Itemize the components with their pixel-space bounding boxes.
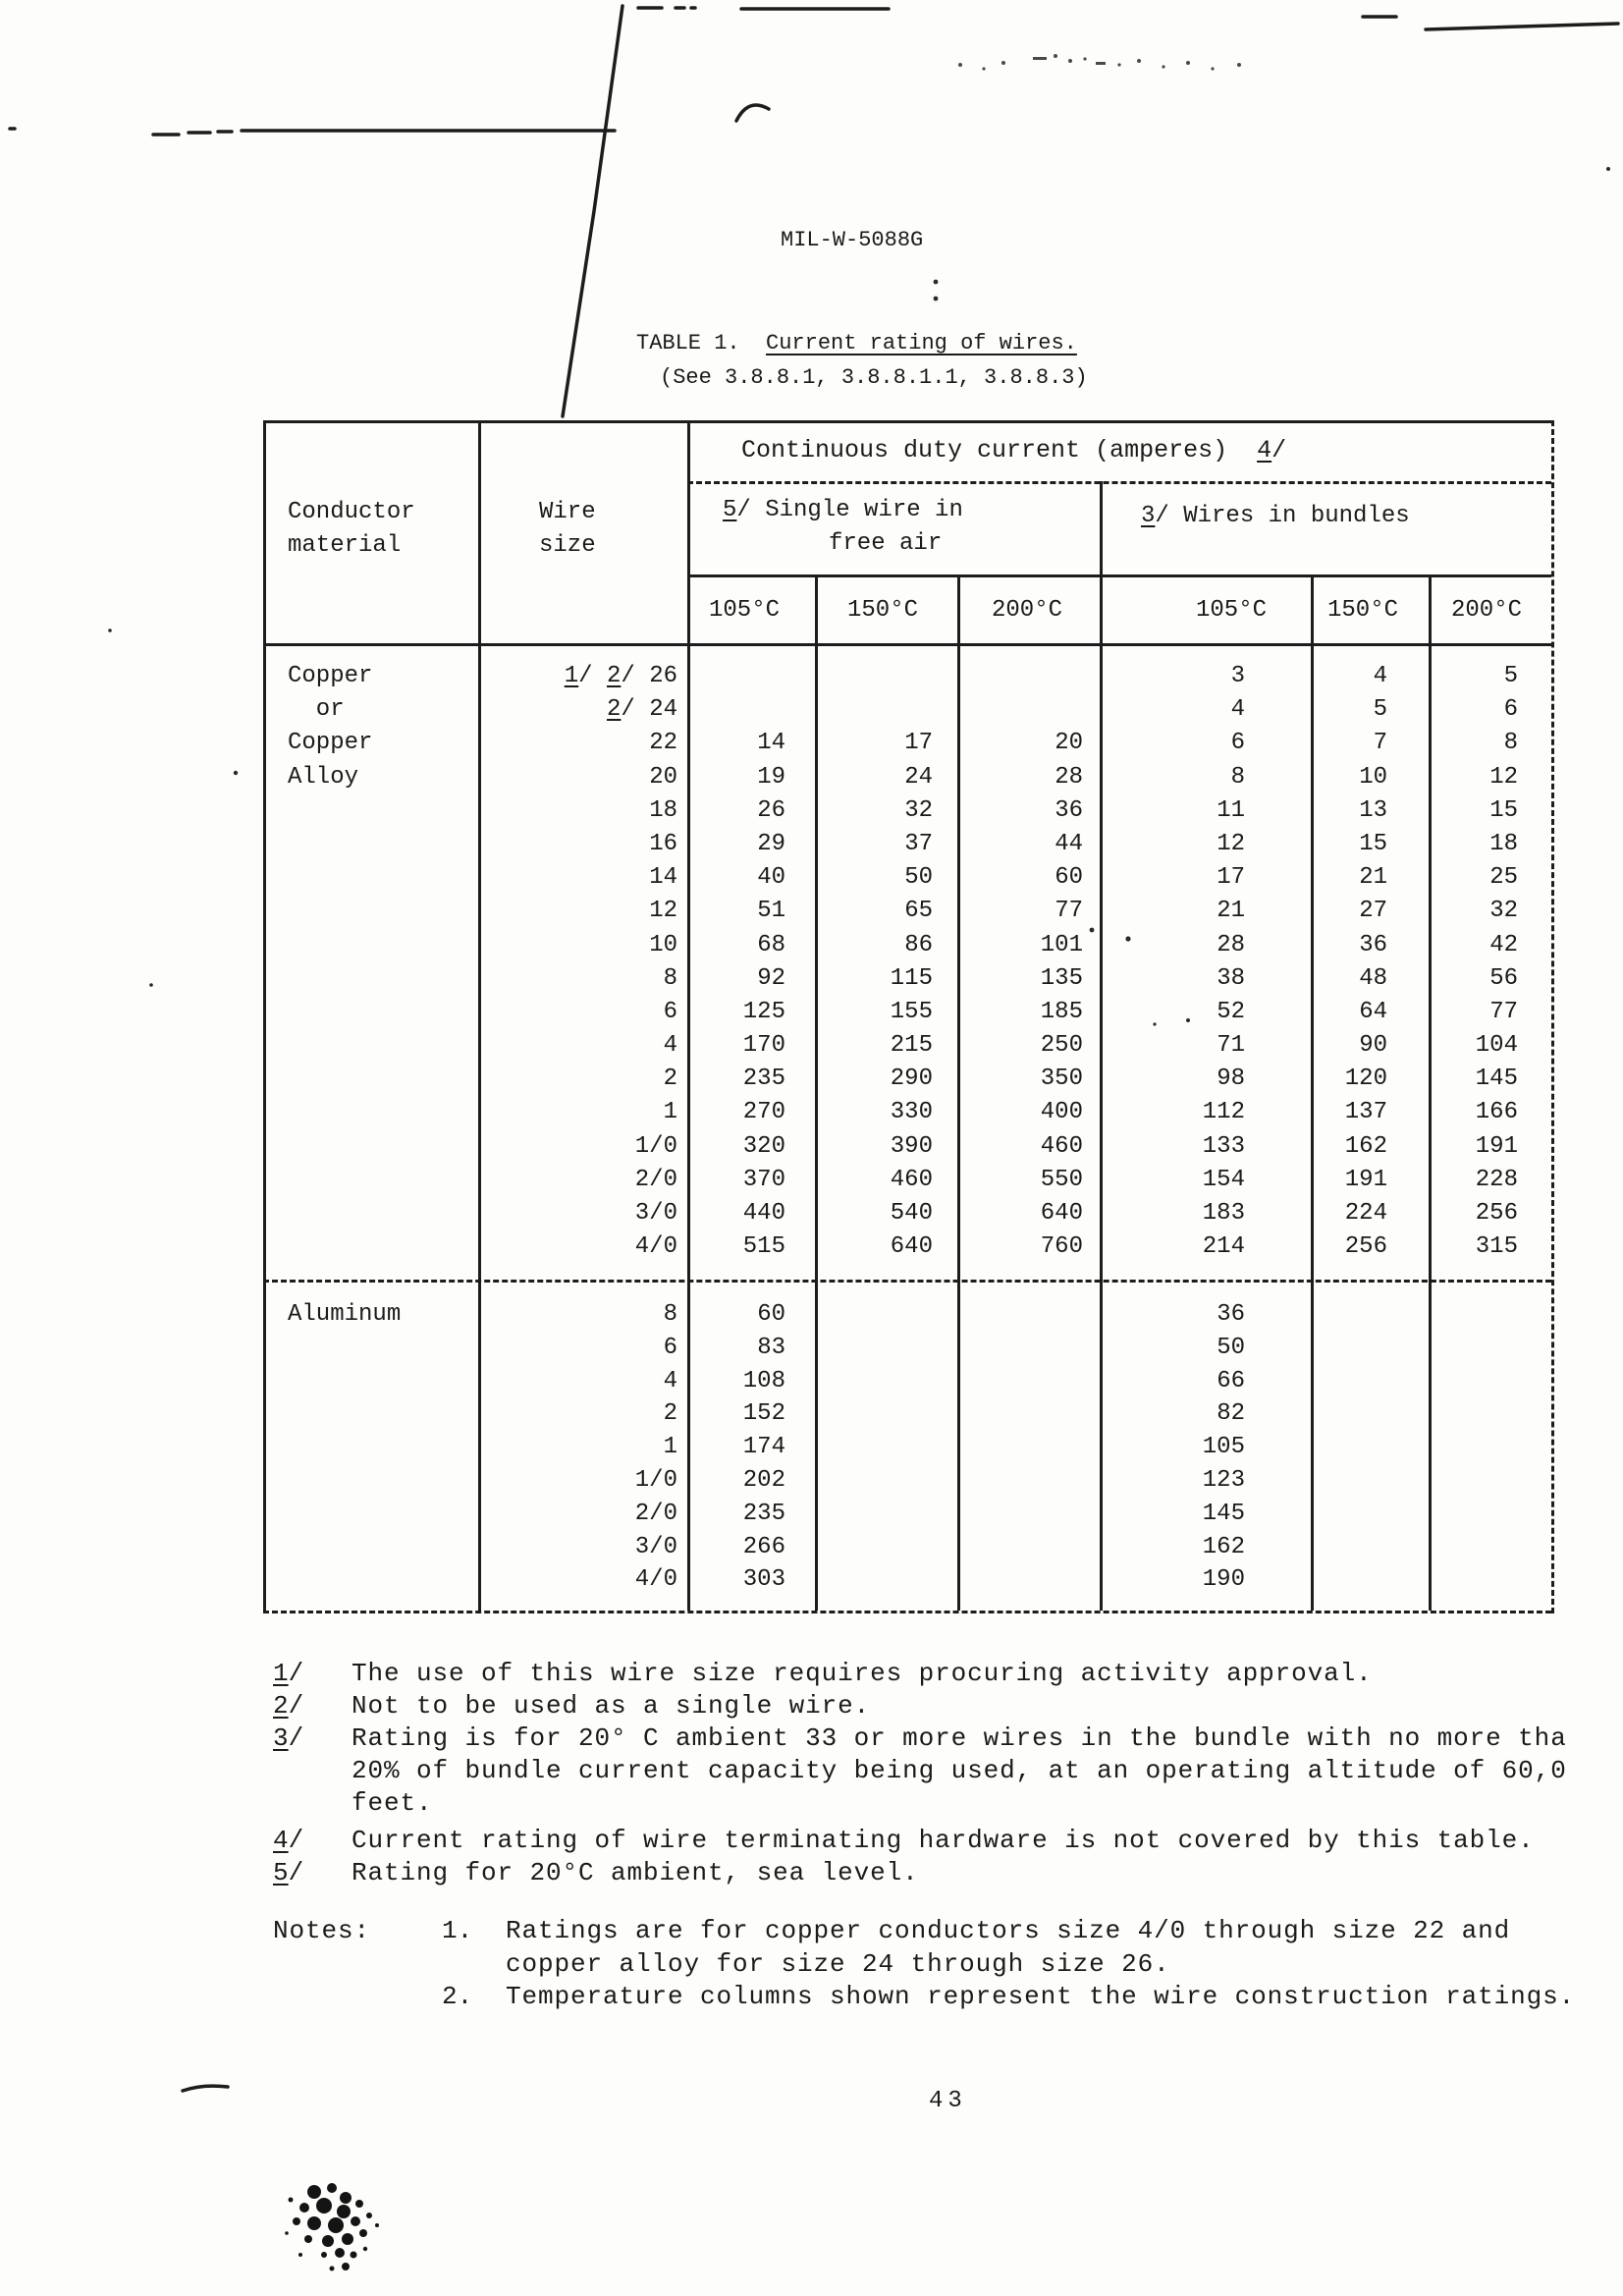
cell-size: 4/0	[634, 1566, 677, 1594]
cell-s105: 92	[757, 964, 785, 992]
cell-s150: 290	[890, 1066, 933, 1093]
footnote-marker-3: 3	[1141, 503, 1156, 529]
material-line: Copper	[288, 663, 373, 689]
header-single-wire-line2: free air	[829, 530, 943, 557]
footnote-line: Rating for 20°C ambient, sea level.	[352, 1858, 919, 1887]
header-wires-in-bundles	[1141, 503, 1410, 530]
top-left-rule	[10, 129, 615, 135]
table-row	[263, 1029, 1551, 1063]
cell-size: 1	[663, 1434, 677, 1461]
table-row	[263, 1230, 1551, 1264]
cell-size: 4/0	[634, 1233, 677, 1261]
footnote-line: Current rating of wire terminating hardware is not covered by this table.	[352, 1826, 1535, 1855]
cell-size: 14	[649, 864, 677, 892]
cell-b105: 36	[1217, 1301, 1245, 1328]
cell-size: 8	[663, 964, 677, 992]
cell-size: 10	[649, 931, 677, 958]
cell-s105: 19	[757, 763, 785, 791]
cell-b200: 315	[1475, 1233, 1518, 1261]
col-header-conductor-line2: material	[288, 532, 402, 559]
cell-b200: 228	[1475, 1166, 1518, 1193]
footnote-marker: 3/	[273, 1723, 304, 1753]
col-header-wire-line2: size	[539, 532, 596, 559]
cell-s105: 370	[742, 1166, 785, 1193]
cell-b150: 27	[1359, 898, 1387, 925]
cell-s105: 235	[742, 1066, 785, 1093]
cell-s105: 26	[757, 796, 785, 824]
cell-b105: 112	[1202, 1099, 1245, 1126]
line-under-current-header	[687, 481, 1551, 484]
table-row	[263, 1197, 1551, 1230]
cell-s200: 77	[1055, 898, 1083, 925]
cell-b150: 120	[1344, 1066, 1387, 1093]
footnote-line: Rating is for 20° C ambient 33 or more wires in the bundle with no more tha	[352, 1723, 1567, 1753]
note-number: 1.	[442, 1916, 473, 1945]
cell-size: 2/0	[634, 1500, 677, 1527]
note-text	[506, 1915, 1623, 1981]
ink-blob	[285, 2183, 379, 2271]
marker-slash: /	[1155, 503, 1184, 529]
note-line: Ratings are for copper conductors size 4/0 through size 22 and	[506, 1916, 1511, 1945]
material-line: or	[288, 696, 345, 724]
table-border-right	[1551, 420, 1554, 1613]
cell-b150: 4	[1373, 663, 1387, 689]
header-single-wire	[723, 497, 963, 524]
cell-size: 6	[663, 1334, 677, 1361]
cell-b200: 104	[1475, 1032, 1518, 1060]
table-row	[263, 727, 1551, 760]
table-border-bottom	[263, 1611, 1551, 1613]
cell-s105: 202	[742, 1466, 785, 1494]
cell-size: 22	[649, 730, 677, 757]
cell-s200: 28	[1055, 763, 1083, 791]
cell-b105: 133	[1202, 1132, 1245, 1160]
header-bundle-text: Wires in bundles	[1183, 503, 1410, 529]
table-row	[263, 962, 1551, 996]
table-title: Current rating of wires.	[766, 331, 1077, 355]
cell-s105: 235	[742, 1500, 785, 1527]
smudge-marks	[958, 54, 1241, 71]
cell-s105: 440	[742, 1200, 785, 1227]
table-row	[263, 1332, 1551, 1365]
table-row	[263, 1130, 1551, 1164]
cell-size: 3/0	[634, 1200, 677, 1227]
cell-s150: 460	[890, 1166, 933, 1193]
cell-b150: 256	[1344, 1233, 1387, 1261]
cell-s200: 350	[1040, 1066, 1083, 1093]
cell-b200: 145	[1475, 1066, 1518, 1093]
footnote-text	[352, 1825, 1623, 1857]
aluminum-rows	[263, 1298, 1551, 1597]
cell-s150: 215	[890, 1032, 933, 1060]
cell-s150: 24	[904, 763, 933, 791]
cell-b105: 11	[1217, 796, 1245, 824]
table-row	[263, 1431, 1551, 1464]
cell-size: 3/0	[634, 1533, 677, 1560]
table-see-refs: (See 3.8.8.1, 3.8.8.1.1, 3.8.8.3)	[660, 365, 1088, 390]
table-row	[263, 1063, 1551, 1096]
cell-b200: 25	[1489, 864, 1518, 892]
header-spacer	[1227, 436, 1257, 465]
cell-s105: 108	[742, 1367, 785, 1394]
table-border-top	[263, 420, 1551, 423]
cell-b105: 71	[1217, 1032, 1245, 1060]
footnote-2	[0, 1690, 1623, 1722]
cell-b200: 8	[1503, 730, 1518, 757]
table-row	[263, 693, 1551, 727]
current-rating-table	[263, 420, 1551, 1613]
line-under-subheaders	[687, 574, 1551, 577]
table-row	[263, 1164, 1551, 1197]
cell-s105: 40	[757, 864, 785, 892]
cell-s150: 155	[890, 998, 933, 1025]
cell-s150: 65	[904, 898, 933, 925]
cell-b150: 13	[1359, 796, 1387, 824]
cell-b105: 82	[1217, 1400, 1245, 1428]
cell-s150: 390	[890, 1132, 933, 1160]
cell-b105: 214	[1202, 1233, 1245, 1261]
cell-s105: 60	[757, 1301, 785, 1328]
cell-b105: 66	[1217, 1367, 1245, 1394]
cell-b105: 183	[1202, 1200, 1245, 1227]
cell-s150: 330	[890, 1099, 933, 1126]
footnote-line: The use of this wire size requires procuring activity approval.	[352, 1659, 1373, 1688]
cell-s150: 115	[890, 964, 933, 992]
footnote-3	[0, 1722, 1623, 1820]
footnote-text	[352, 1722, 1623, 1820]
cell-b150: 10	[1359, 763, 1387, 791]
cell-b200: 5	[1503, 663, 1518, 689]
cell-size: 1/ 2/ 26	[564, 663, 677, 689]
cell-b150: 137	[1344, 1099, 1387, 1126]
cell-s200: 135	[1040, 964, 1083, 992]
cell-s200: 185	[1040, 998, 1083, 1025]
cell-size: 1	[663, 1099, 677, 1126]
cell-s150: 640	[890, 1233, 933, 1261]
cell-s105: 515	[742, 1233, 785, 1261]
note-line: Temperature columns shown represent the wire construction ratings.	[506, 1982, 1576, 2011]
table-row	[263, 929, 1551, 962]
cell-b200: 6	[1503, 696, 1518, 724]
line-under-temp-headers	[263, 643, 1551, 646]
cell-b105: 8	[1230, 763, 1245, 791]
cell-s200: 60	[1055, 864, 1083, 892]
cell-b200: 256	[1475, 1200, 1518, 1227]
footnote-marker-4: 4	[1257, 436, 1272, 465]
cell-b105: 6	[1230, 730, 1245, 757]
cell-s200: 460	[1040, 1132, 1083, 1160]
cell-b150: 191	[1344, 1166, 1387, 1193]
table-row	[263, 1531, 1551, 1564]
table-row	[263, 1464, 1551, 1498]
material-line: Aluminum	[288, 1301, 402, 1328]
cell-s200: 20	[1055, 730, 1083, 757]
cell-s105: 174	[742, 1434, 785, 1461]
note-item	[273, 1981, 1623, 2014]
table-row	[263, 1498, 1551, 1531]
cell-s105: 83	[757, 1334, 785, 1361]
cell-b200: 12	[1489, 763, 1518, 791]
footnote-text	[352, 1857, 1623, 1889]
cell-size: 8	[663, 1301, 677, 1328]
cell-size: 2	[663, 1400, 677, 1428]
cell-s150: 50	[904, 864, 933, 892]
cell-size: 2	[663, 1066, 677, 1093]
cell-b105: 98	[1217, 1066, 1245, 1093]
cell-b150: 224	[1344, 1200, 1387, 1227]
cell-s200: 36	[1055, 796, 1083, 824]
cell-s105: 125	[742, 998, 785, 1025]
notes-items	[273, 1915, 1623, 2014]
cell-s105: 51	[757, 898, 785, 925]
temp-header-single-105: 105°C	[709, 597, 781, 624]
note-number: 2.	[442, 1982, 473, 2011]
cell-b150: 48	[1359, 964, 1387, 992]
table-row	[263, 761, 1551, 794]
notes-block	[273, 1915, 1623, 2014]
footnote-text	[352, 1690, 1623, 1722]
copper-rows	[263, 660, 1551, 1264]
cell-size: 2/0	[634, 1166, 677, 1193]
cell-s105: 152	[742, 1400, 785, 1428]
footnote-text	[352, 1658, 1623, 1690]
cell-s105: 170	[742, 1032, 785, 1060]
table-row	[263, 1096, 1551, 1129]
top-right-dashes	[1363, 17, 1618, 29]
cell-b105: 3	[1230, 663, 1245, 689]
cell-b105: 50	[1217, 1334, 1245, 1361]
cell-b105: 12	[1217, 830, 1245, 857]
cell-s150: 17	[904, 730, 933, 757]
cell-b200: 18	[1489, 830, 1518, 857]
footnote-marker-5: 5	[723, 497, 737, 523]
notes-label: Notes:	[273, 1916, 371, 1945]
footnotes-block	[0, 1658, 1623, 1889]
cell-b150: 5	[1373, 696, 1387, 724]
cell-b105: 190	[1202, 1566, 1245, 1594]
cell-b150: 162	[1344, 1132, 1387, 1160]
cell-s200: 250	[1040, 1032, 1083, 1060]
top-edge-dashes	[638, 8, 889, 9]
temp-header-bundle-105: 105°C	[1196, 597, 1268, 624]
material-line: Alloy	[288, 763, 359, 791]
cell-size: 12	[649, 898, 677, 925]
table-row	[263, 660, 1551, 693]
col-header-conductor-line1: Conductor	[288, 499, 415, 525]
footnote-line: 20% of bundle current capacity being used, at an operating altitude of 60,0	[352, 1756, 1567, 1785]
cell-b200: 42	[1489, 931, 1518, 958]
footnote-marker: 2/	[273, 1691, 304, 1721]
cell-b105: 17	[1217, 864, 1245, 892]
cell-s150: 37	[904, 830, 933, 857]
cell-b105: 28	[1217, 931, 1245, 958]
cell-b105: 162	[1202, 1533, 1245, 1560]
temp-header-bundle-200: 200°C	[1451, 597, 1523, 624]
cell-b105: 52	[1217, 998, 1245, 1025]
footnote-line: feet.	[352, 1788, 433, 1818]
cell-s105: 320	[742, 1132, 785, 1160]
cell-b150: 36	[1359, 931, 1387, 958]
footnote-marker: 4/	[273, 1826, 304, 1855]
cell-b200: 32	[1489, 898, 1518, 925]
cell-s200: 400	[1040, 1099, 1083, 1126]
cell-b200: 166	[1475, 1099, 1518, 1126]
cell-b105: 154	[1202, 1166, 1245, 1193]
table-title-line	[636, 331, 1077, 356]
footnote-1	[0, 1658, 1623, 1690]
material-line: Copper	[288, 730, 373, 757]
cell-size: 4	[663, 1032, 677, 1060]
cell-b105: 123	[1202, 1466, 1245, 1494]
cell-b105: 4	[1230, 696, 1245, 724]
section-divider-copper-aluminum	[263, 1280, 1551, 1283]
table-label: TABLE 1.	[636, 331, 740, 355]
temp-header-bundle-150: 150°C	[1327, 597, 1399, 624]
cell-s150: 32	[904, 796, 933, 824]
cell-b150: 21	[1359, 864, 1387, 892]
footnote-5	[0, 1857, 1623, 1889]
cell-b105: 38	[1217, 964, 1245, 992]
footnote-marker: 5/	[273, 1858, 304, 1887]
cell-size: 1/0	[634, 1132, 677, 1160]
note-text	[506, 1981, 1623, 2014]
header-continuous-duty	[741, 436, 1286, 465]
cell-size: 16	[649, 830, 677, 857]
cell-size: 2/ 24	[606, 696, 677, 724]
table-row	[263, 895, 1551, 928]
note-line: copper alloy for size 24 through size 26.	[506, 1948, 1170, 1979]
cell-s200: 44	[1055, 830, 1083, 857]
cell-s200: 550	[1040, 1166, 1083, 1193]
cell-s105: 270	[742, 1099, 785, 1126]
cell-size: 6	[663, 998, 677, 1025]
temp-header-single-150: 150°C	[847, 597, 919, 624]
marker-slash: /	[1271, 436, 1287, 465]
header-current-text: Continuous duty current (amperes)	[741, 436, 1228, 465]
cell-b150: 15	[1359, 830, 1387, 857]
note-item	[273, 1915, 1623, 1981]
cell-s150: 540	[890, 1200, 933, 1227]
doc-number: MIL-W-5088G	[781, 228, 924, 252]
table-row	[263, 861, 1551, 895]
cell-size: 1/0	[634, 1466, 677, 1494]
cell-s200: 640	[1040, 1200, 1083, 1227]
footnote-line: Not to be used as a single wire.	[352, 1691, 871, 1721]
cell-b105: 21	[1217, 898, 1245, 925]
page-number: 43	[929, 2088, 967, 2114]
temp-header-single-200: 200°C	[992, 597, 1063, 624]
cell-s105: 303	[742, 1566, 785, 1594]
title-spacer	[740, 331, 766, 355]
table-row	[263, 1563, 1551, 1597]
cell-b200: 15	[1489, 796, 1518, 824]
footnote-4	[0, 1825, 1623, 1857]
table-row	[263, 1365, 1551, 1398]
cell-s105: 29	[757, 830, 785, 857]
cell-b200: 191	[1475, 1132, 1518, 1160]
cell-size: 18	[649, 796, 677, 824]
cell-b150: 7	[1373, 730, 1387, 757]
crease-line	[563, 6, 622, 416]
cell-b150: 90	[1359, 1032, 1387, 1060]
footnote-marker: 1/	[273, 1659, 304, 1688]
table-row	[263, 996, 1551, 1029]
cell-s150: 86	[904, 931, 933, 958]
curl-mark	[736, 105, 769, 121]
marker-slash: /	[736, 497, 766, 523]
cell-s105: 14	[757, 730, 785, 757]
margin-dash	[183, 2086, 228, 2091]
col-header-wire-line1: Wire	[539, 499, 596, 525]
cell-b105: 145	[1202, 1500, 1245, 1527]
cell-size: 4	[663, 1367, 677, 1394]
cell-s200: 101	[1040, 931, 1083, 958]
cell-s200: 760	[1040, 1233, 1083, 1261]
cell-s105: 68	[757, 931, 785, 958]
cell-b200: 56	[1489, 964, 1518, 992]
cell-s105: 266	[742, 1533, 785, 1560]
table-row	[263, 1397, 1551, 1431]
cell-b150: 64	[1359, 998, 1387, 1025]
table-row	[263, 1298, 1551, 1332]
header-single-text: Single wire in	[765, 497, 963, 523]
cell-b200: 77	[1489, 998, 1518, 1025]
table-row	[263, 828, 1551, 861]
table-row	[263, 794, 1551, 828]
cell-b105: 105	[1202, 1434, 1245, 1461]
cell-size: 20	[649, 763, 677, 791]
